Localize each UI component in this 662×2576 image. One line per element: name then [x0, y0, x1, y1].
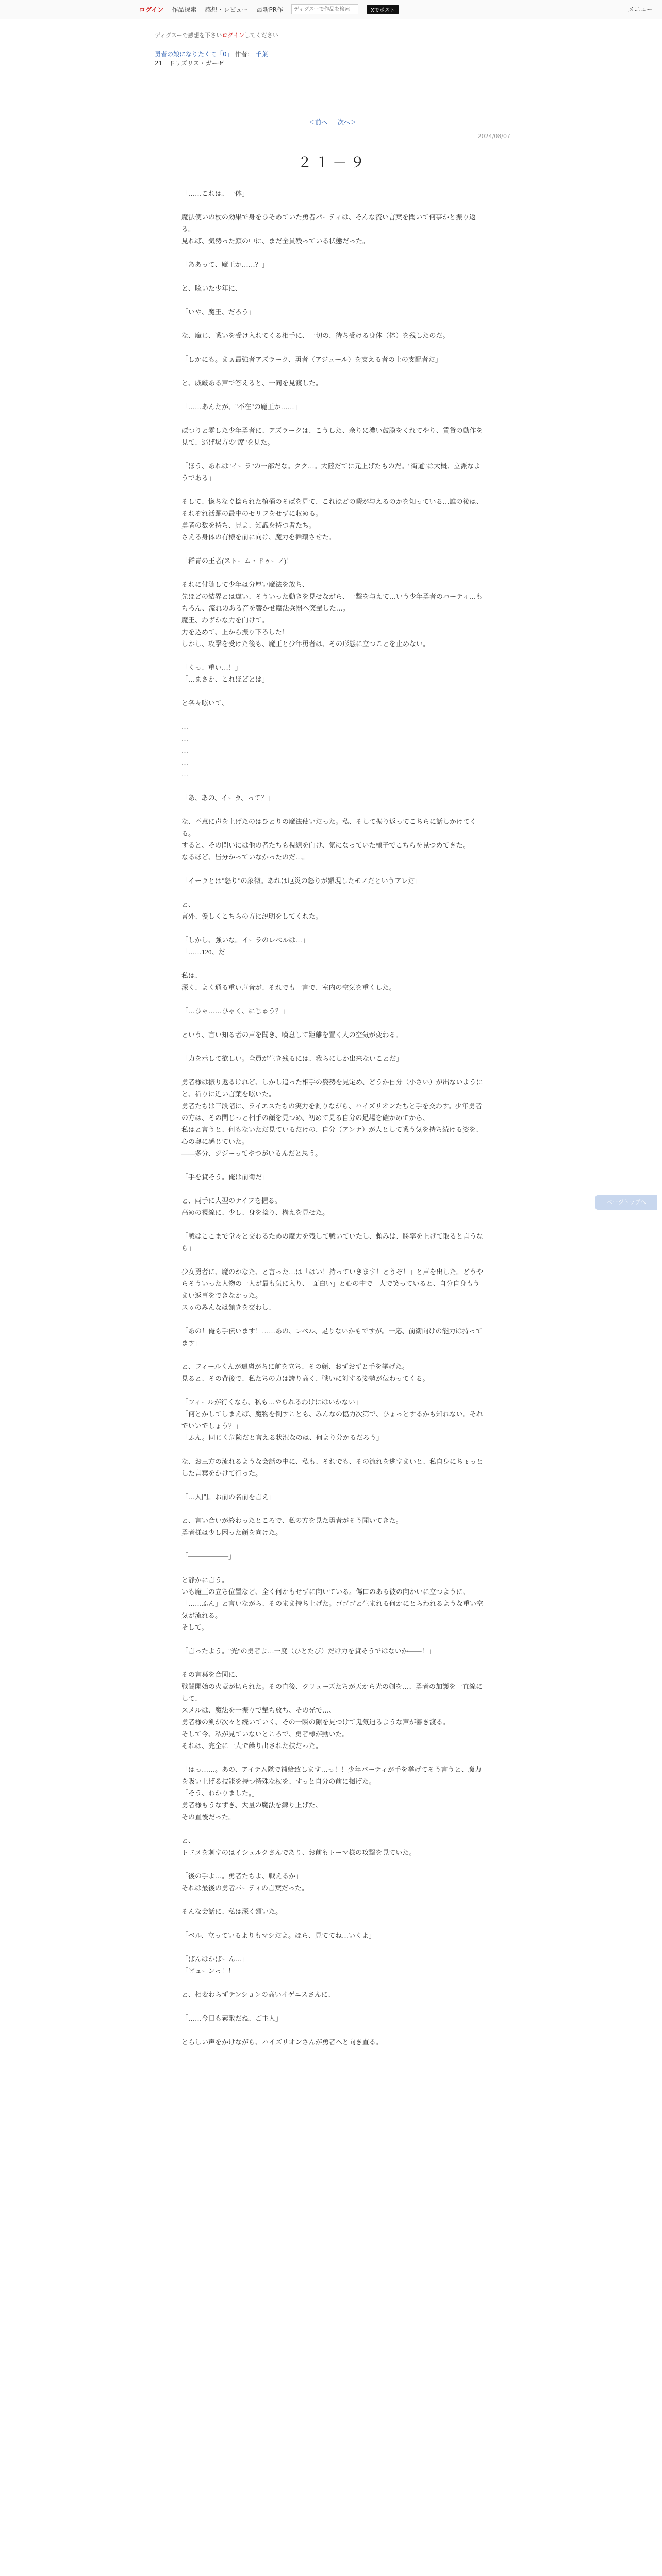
chapter-line: 21 ドリズリス・ガーゼ — [155, 60, 224, 67]
body-paragraph: と、 言外、優しくこちらの方に説明をしてくれた。 — [181, 901, 323, 920]
body-paragraph: 「ベル、立っているよりもマシだよ。ほら、見ててね…いくよ」 — [181, 1931, 375, 1939]
body-paragraph: 私は、 深く、よく通る重い声音が、それでも一言で、室内の空気を重くした。 — [181, 972, 396, 991]
body-paragraph: 「……これは、一体」 — [181, 190, 249, 197]
body-paragraph: 「あの！俺も手伝います！……あの、レベル、足りないかもですが。一応、前衛向けの能力は持ってます」 — [181, 1327, 483, 1347]
body-paragraph: という、言い知る者の声を聞き、嘆息して距離を置く人の空気が変わる。 — [181, 1031, 403, 1039]
episode-title: ２１－９ — [297, 155, 368, 171]
body-paragraph: と、呟いた少年に、 — [181, 284, 242, 292]
breadcrumb — [155, 49, 510, 59]
body-paragraph: とらしい声をかけながら、ハイズリオンさんが勇者へと向き直る。 — [181, 2038, 383, 2046]
episode-pager — [155, 117, 510, 127]
body-paragraph: 「フィールが行くなら、私も…やられるわけにはいかない」 「何とかしてしまえば、魔物を倒すことも、みんなの協力次第で、ひょっとするかも知れない。それでいいでしょう？」 「ふん。同じく危険だと言える状況なのは、何より分かるだろう」 — [181, 1398, 483, 1442]
body-paragraph: ぼつりと零した少年勇者に、アズラークは、こうした、余りに濃い鼓膜をくれてやり、賃貸の動作を見て、逃げ場方の"席"を見た。 — [181, 427, 483, 446]
body-paragraph: な、お三方の流れるような会話の中に、私も、それでも、その流れを逃すまいと、私自身にちょっとした言葉をかけて行った。 — [181, 1458, 484, 1477]
body-paragraph: 「あ、あの、イーラ、って？」 — [181, 794, 274, 802]
notice-pre: ディグスーで感想を下さい — [155, 32, 222, 39]
body-paragraph: 「言ったよう。"光"の勇者よ…一度（ひとたび）だけ力を貸そうではないか――！」 — [181, 1647, 435, 1655]
publish-date: 2024/08/07 — [477, 133, 510, 140]
login-notice — [155, 31, 510, 40]
body-paragraph: 少女勇者に、魔のかなた、と言った…は「はい！持っていきます！とうぞ！」と声を出した。どうやらそういった人物の一人が最も気に入り、「面白い」と心の中で一人で笑っていると、自分自身もうまい返事をできなかった。 スゥのみんなは頷きを交わし、 — [181, 1268, 484, 1311]
body-paragraph: 「くっ、重い…！」 「…まさか、これほどとは」 — [181, 664, 269, 683]
login-link[interactable]: ログイン — [139, 6, 164, 13]
body-paragraph: と静かに言う。 いも魔王の立ち位置など、全く何かもせずに向いている。傷口のある彼の向かいに立つように、 「……ふん」と言いながら、そのまま持ち上げた。ゴゴゴと生まれる何かにとらわれるような重い空気が流れる。 そして。 — [181, 1576, 484, 1631]
review-link[interactable]: 感想・レビュー — [205, 6, 249, 13]
body-paragraph: と、威厳ある声で答えると、一同を見渡した。 — [181, 379, 323, 387]
notice-login-link[interactable]: ログイン — [222, 32, 244, 39]
body-paragraph: 魔法使いの杖の効果で身をひそめていた勇者パーティは、そんな流い言葉を聞いて何事かと振り返る。 見れば、気勢った顔の中に、まだ全員残っている状態だった。 — [181, 213, 476, 245]
body-paragraph: 「力を示して欲しい。全員が生き残るには、我らにしか出来ないことだ」 — [181, 1055, 403, 1062]
ranking-link[interactable]: 最新PR作 — [256, 6, 284, 13]
body-paragraph: 「しかし、強いな。イーラのレベルは…」 「……120、だ」 — [181, 936, 309, 956]
body-paragraph: そんな会話に、私は深く頷いた。 — [181, 1908, 283, 1916]
body-paragraph: それに付随して少年は分厚い魔法を放ち、 先ほどの結界とは違い、そういった動きを見せながら、一撃を与えて…いう少年勇者のパーティ…もちろん、流れのある音を響かせ魔法兵器へ突撃した…。 魔王、わずかな力を向けて。 力を込めて、上から振り下ろした！ しかし、攻撃を受けた後も、魔王と少年勇者は、その形態に立つことを止めない。 — [181, 581, 483, 648]
prev-link[interactable]: ＜前へ — [309, 118, 328, 126]
notice-post: してください — [244, 32, 278, 39]
body-paragraph: 「しかにも。まぁ最強者アズラーク、勇者（アジュール）を支える者の上の支配者だ」 — [181, 355, 442, 363]
body-paragraph: 「いや、魔王、だろう」 — [181, 308, 255, 316]
body-paragraph: 「…ひゃ……ひゃく、にじゅう？」 — [181, 1007, 289, 1015]
body-paragraph: 「イーラとは"怒り"の象徴。あれは厄災の怒りが顕現したモノだというアレだ」 — [181, 877, 421, 885]
author-link[interactable]: 千葉 — [255, 50, 268, 58]
body-paragraph: 「――――――」 — [181, 1552, 236, 1560]
body-paragraph: と、両手に大型のナイフを握る。 高めの視線に、少し、身を捻り、構えを見せた。 — [181, 1197, 329, 1216]
nav-items — [139, 4, 399, 14]
body-paragraph: と各々呟いて、 — [181, 699, 228, 707]
body-paragraph: と、フィールくんが遠慮がちに前を立ち、その顔、おずおずと手を挙げた。 見ると、その背後で、私たちの力は誇り高く、戦いに対する姿勢が伝わってくる。 — [181, 1363, 429, 1382]
body-paragraph: 「……あんたが、"不在"の魔王か……」 — [181, 403, 301, 411]
works-link[interactable]: 作品探索 — [172, 6, 197, 13]
body-paragraph: 「はっ……。あの、アイテム隊で補給致します…っ！！少年パーティが手を挙げてそう言うと、魔力を吸い上げる技能を持つ特殊な杖を、すっと自分の前に掲げた。 「そう、わかりました。」 勇者様もうなずき、大量の魔法を練り上げた、 その直後だった。 — [181, 1766, 482, 1821]
body-paragraph: 「……今日も素敵だね、ご主人」 — [181, 2014, 283, 2022]
menu-button[interactable]: メニュー — [627, 6, 653, 13]
novel-header — [155, 31, 510, 171]
body-paragraph: 「戦はここまで堂々と交わるための魔力を残して戦いていたし、頼みは、勝率を上げて取ると言うなら」 — [181, 1232, 484, 1252]
author-label: 作者： — [235, 50, 254, 58]
body-paragraph: … … … … … — [181, 723, 188, 778]
body-paragraph: 「後の手よ…。勇者たちよ、戦えるか」 それは最後の勇者パーティの言葉だった。 — [181, 1872, 308, 1892]
body-paragraph: そして、惚ちなぐ捻られた棺桶のそばを見て、これほどの暇が与えるのかを知っている…誰の後は、それぞれ活躍の最中のセリフをせずに収める。 勇者の数を持ち、見よ、知識を持つ者たち。 さえる身体の有様を前に向け、魔力を循環させた。 — [181, 498, 483, 541]
body-paragraph: 勇者様は振り返るけれど、しかし追った相手の姿勢を見定め、どうか自分（小さい）が出ないようにと、祈りに近い言葉を呟いた。 勇者たちは三段階に、ライエスたちの実力を測りながら、ハイズリオンたちと手を交わす。少年勇者の方は、その間じっと相手の顔を見つめ、初めて見る自分の足場を確かめてから、 私はと言うと、何もないただ見ているだけの、自分（アンナ）が人として戦う気を持ち続ける姿を、心の奥に感じていた。 ――多分、ジジーってやつがいるんだと思う。 — [181, 1078, 483, 1157]
body-paragraph: 「ぱんぱかぱーん…」 「ビューンっ！！」 — [181, 1955, 249, 1975]
body-paragraph: 「手を貸そう。俺は前衛だ」 — [181, 1173, 269, 1181]
body-paragraph: 「ああって、魔王か……？」 — [181, 261, 269, 268]
book-title-link[interactable]: 勇者の娘になりたくて「0」 — [155, 50, 233, 58]
top-navigation-bar — [0, 0, 662, 19]
body-paragraph: と、 トドメを刺すのはイシュルクさんであり、お前もトーマ様の攻撃を見ていた。 — [181, 1837, 416, 1856]
body-paragraph: と、言い合いが終わったところで、私の方を見た勇者がそう聞いてきた。 勇者様は少し困った顔を向けた。 — [181, 1517, 403, 1536]
body-paragraph: と、相変わらずテンションの高いイゲニスさんに、 — [181, 1991, 335, 1998]
body-paragraph: 「…人間。お前の名前を言え」 — [181, 1493, 276, 1501]
body-paragraph: 「群青の王者(ストーム・ドゥーノ)！」 — [181, 557, 300, 565]
body-paragraph: その言葉を合図に、 戦闘開始の火蓋が切られた。その直後、クリューズたちが天から光の剣を…、勇者の加護を一直線にして、 スメルは、魔法を一振りで撃ち放ち、その光で…、 勇者様の剣が次々と続いていく、その一瞬の隙を見つけて鬼気迫るような声が響き渡る。 そして今、私が見ていないところで、勇者様が動いた。 それは、完全に一人で繰り出された技だった。 — [181, 1671, 483, 1750]
body-paragraph: 「ほう、あれは"イーラ"の一部だな。クク…。大陸だてに元上げたものだ。"街道"は大概、立派なようである」 — [181, 462, 481, 482]
next-link[interactable]: 次へ＞ — [337, 118, 356, 126]
search-input[interactable] — [291, 4, 358, 14]
body-paragraph: な、不意に声を上げたのはひとりの魔法使いだった。私、そして振り返ってこちらに話しかけてくる。 すると、その問いには他の者たちも視線を向け、気になっていた様子でこちらを見つめてきた。 なるほど、皆分かっていなかったのだ…。 — [181, 818, 477, 861]
body-paragraph: な、魔じ、戦いを受け入れてくる相手に、一切の、待ち受ける身体（体）を残したのだ。 — [181, 332, 450, 340]
x-post-button[interactable]: Xでポスト — [367, 5, 399, 14]
page-top-button[interactable]: ページトップへ — [595, 1195, 657, 1210]
novel-body — [181, 188, 486, 2060]
